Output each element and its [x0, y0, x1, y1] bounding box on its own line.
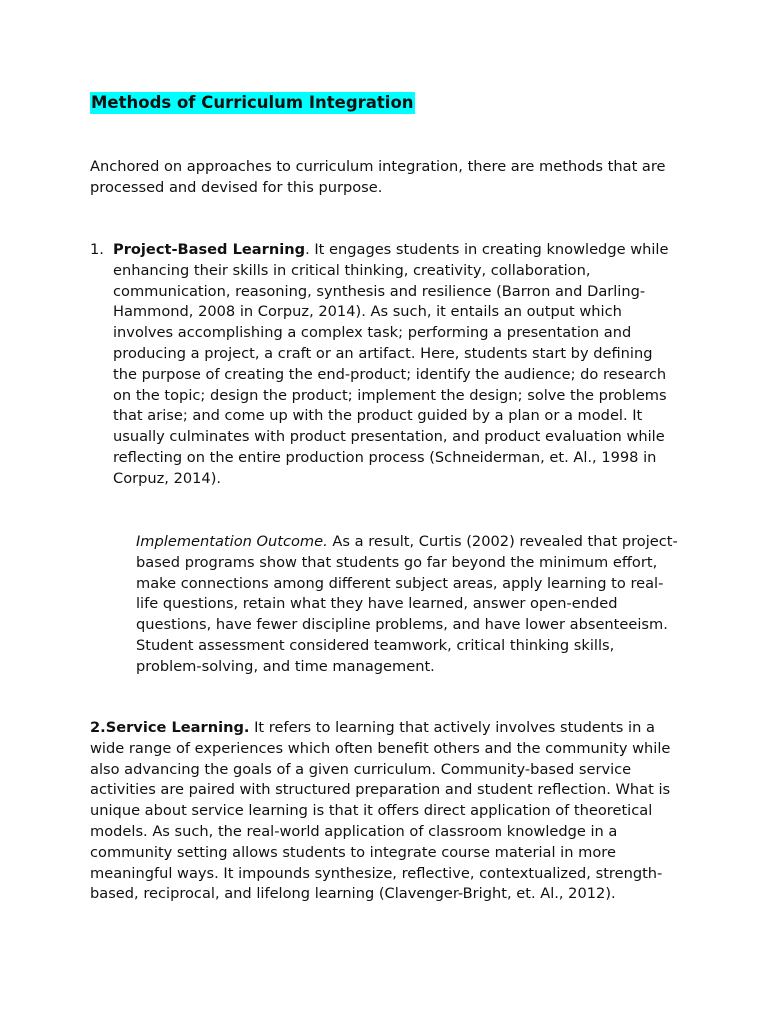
intro-paragraph: Anchored on approaches to curriculum integration, there are methods that are processed and devised for this purpose. — [90, 158, 666, 196]
implementation-outcome-paragraph — [136, 532, 681, 678]
outcome-heading: Implementation Outcome. — [136, 533, 328, 550]
list-item-heading: Project-Based Learning — [113, 241, 306, 258]
list-item-text — [113, 240, 680, 490]
list-item-service-learning — [90, 718, 680, 905]
title-highlight: Methods of Curriculum Integration — [91, 93, 414, 112]
page-title — [90, 92, 415, 114]
list-item-heading: 2.Service Learning. — [90, 719, 250, 736]
list-item-body: It refers to learning that actively involves students in a wide range of experiences which often benefit others and the community while also advancing the goals of a given curriculum. Community-based service activities are paired with structured preparation and student reflection. What is unique about service learning is that it offers direct application of theoretical models. As such, the real-world application of classroom knowledge in a community setting allows students to integrate course material in more meaningful ways. It impounds synthesize, reflective, contextualized, strength-based, reciprocal, and lifelong learning (Clavenger-Bright, et. Al., 2012). — [90, 719, 671, 903]
list-item-body: . It engages students in creating knowledge while enhancing their skills in critical thinking, creativity, collaboration, communication, reasoning, synthesis and resilience (Barron and Darling-Hammond, 2008 in Corpuz, 2014). As such, it entails an output which involves accomplishing a complex task; performing a presentation and producing a project, a craft or an artifact. Here, students start by defining the purpose of creating the end-product; identify the audience; do research on the topic; design the product; implement the design; solve the problems that arise; and come up with the product guided by a plan or a model. It usually culminates with product presentation, and product evaluation while reflecting on the entire production process (Schneiderman, et. Al., 1998 in Corpuz, 2014). — [113, 241, 669, 487]
list-item-number: 1. — [90, 241, 104, 258]
outcome-body: As a result, Curtis (2002) revealed that project-based programs show that students go far beyond the minimum effort, make connections among different subject areas, apply learning to real-life questions, retain what they have learned, answer open-ended questions, have fewer discipline problems, and have lower absenteeism. Student assessment considered teamwork, critical thinking skills, problem-solving, and time management. — [136, 533, 678, 675]
list-item-project-based-learning — [90, 240, 680, 490]
